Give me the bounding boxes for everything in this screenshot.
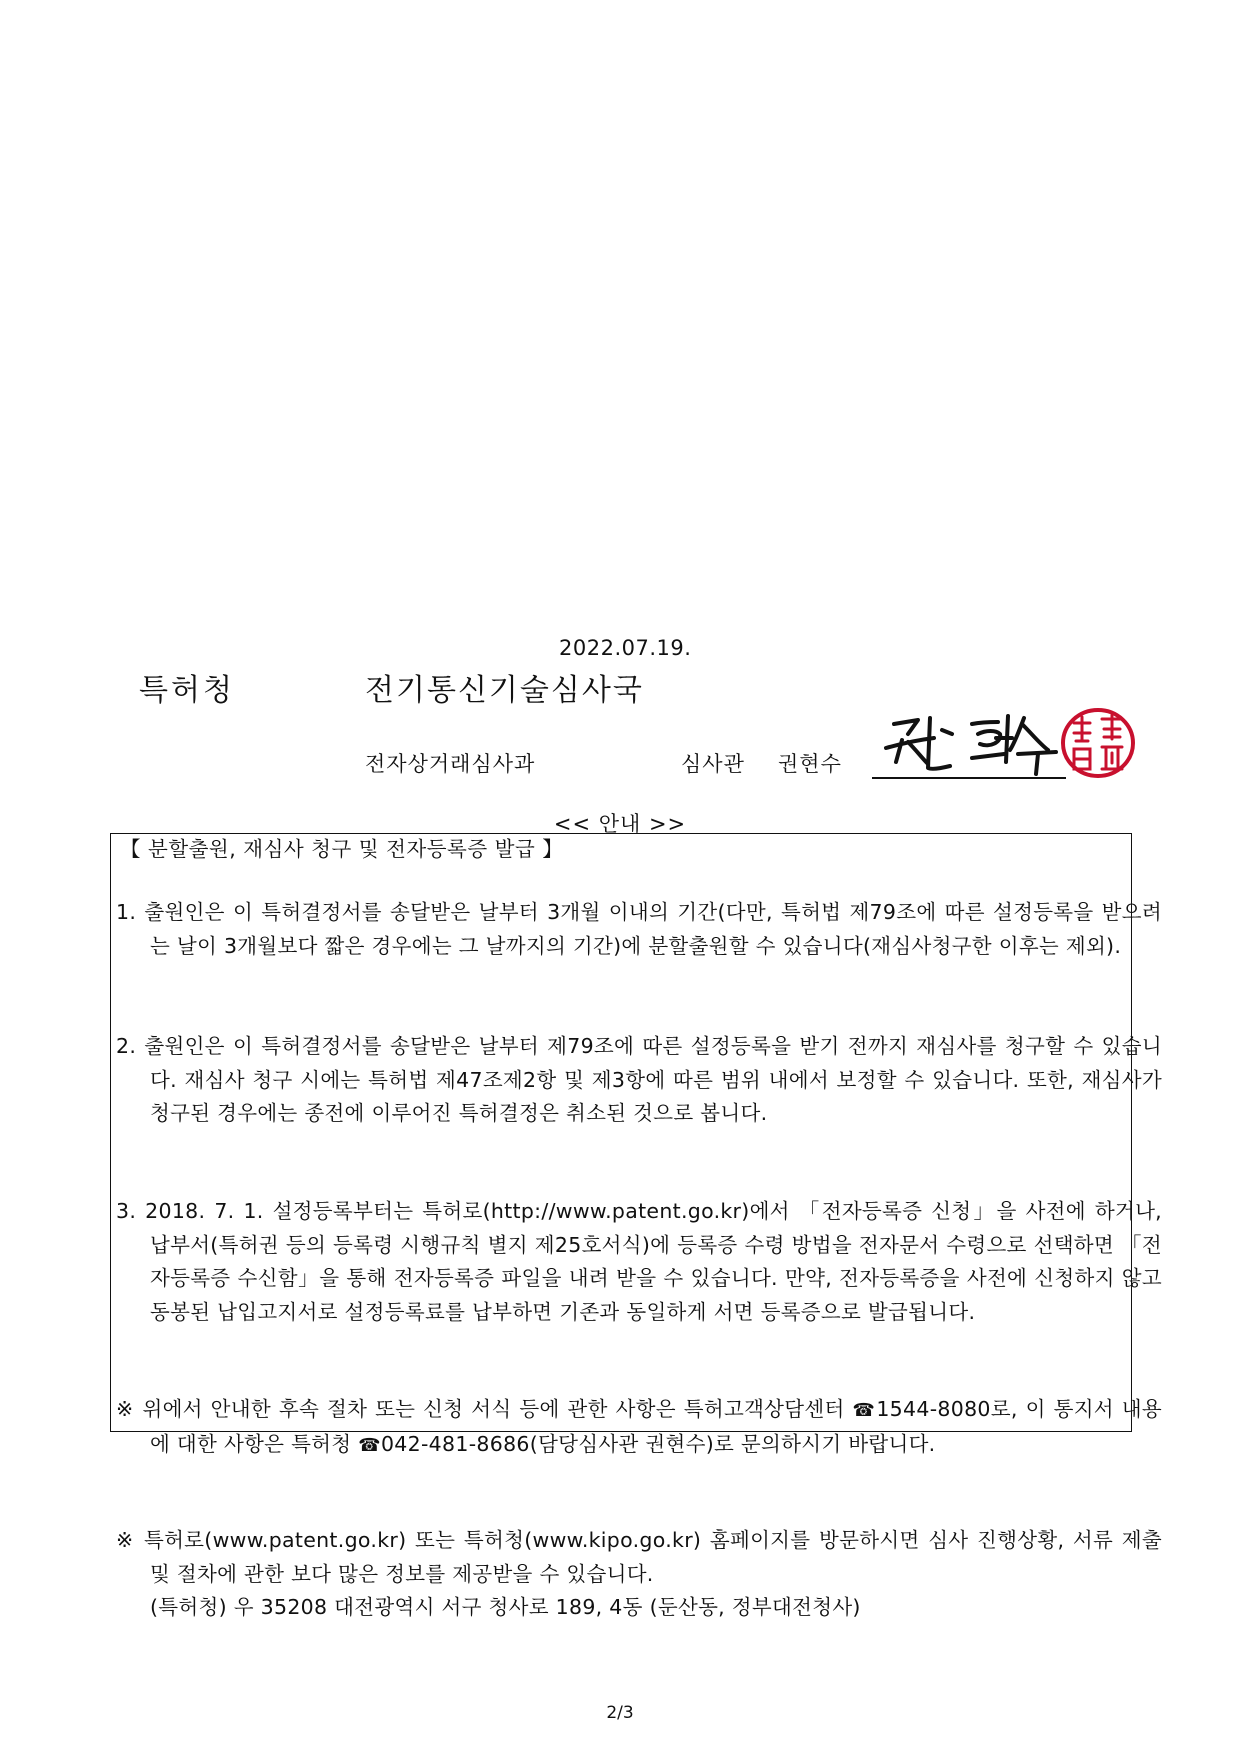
note-text-b: 로, 이 통지서 내용에 대한 사항은 특허청	[150, 1397, 1162, 1456]
note-mark: ※	[116, 1397, 135, 1421]
note-mark: ※	[116, 1528, 136, 1552]
contact-note	[116, 1393, 1162, 1462]
bureau-name: 전기통신기술심사국	[365, 673, 644, 708]
note-text-c: (담당심사관 권현수)로 문의하시기 바랍니다.	[529, 1431, 936, 1456]
division-name: 전자상거래심사과	[365, 752, 536, 776]
item-number: 1.	[116, 900, 137, 924]
office-address: (특허청) 우 35208 대전광역시 서구 청사로 189, 4동 (둔산동, 정부대전청사)	[150, 1595, 861, 1619]
notice-heading: << 안내 >>	[553, 812, 687, 836]
note-text-a: 위에서 안내한 후속 절차 또는 신청 서식 등에 관한 사항은 특허고객상담센터	[142, 1397, 845, 1421]
phone-number-office: 042-481-8686	[380, 1431, 530, 1456]
examiner-name: 권현수	[778, 752, 842, 776]
phone-number-center: 1544-8080	[876, 1397, 991, 1421]
examiner-role: 심사관	[681, 752, 745, 776]
website-note	[116, 1524, 1162, 1591]
item-number: 2.	[116, 1034, 137, 1058]
notice-item-2	[116, 1030, 1162, 1131]
notice-title: 【 분할출원, 재심사 청구 및 전자등록증 발급 】	[120, 837, 564, 861]
examiner-signature	[872, 704, 1066, 778]
item-text: 출원인은 이 특허결정서를 송달받은 날부터 제79조에 따른 설정등록을 받기 전까지 재심사를 청구할 수 있습니다. 재심사 청구 시에는 특허법 제47조제2항 및 제3항에 따른 범위 내에서 보정할 수 있습니다. 또한, 재심사가 청구된 경우에는 종전에 이루어진 특허결정은 취소된 것으로 봅니다.	[144, 1034, 1162, 1125]
item-text: 출원인은 이 특허결정서를 송달받은 날부터 3개월 이내의 기간(다만, 특허법 제79조에 따른 설정등록을 받으려는 날이 3개월보다 짧은 경우에는 그 날까지의 기간)에 분할출원할 수 있습니다(재심사청구한 이후는 제외).	[144, 900, 1162, 958]
note-text: 특허로(www.patent.go.kr) 또는 특허청(www.kipo.go.kr) 홈페이지를 방문하시면 심사 진행상황, 서류 제출 및 절차에 관한 보다 많은 정보를 제공받을 수 있습니다.	[143, 1528, 1162, 1586]
item-number: 3.	[116, 1199, 137, 1223]
decision-date: 2022.07.19.	[559, 636, 692, 660]
office-name: 특허청	[139, 673, 235, 708]
item-text: 2018. 7. 1. 설정등록부터는 특허로(http://www.patent.go.kr)에서 「전자등록증 신청」을 사전에 하거나, 납부서(특허권 등의 등록령 시행규칙 별지 제25호서식)에 등록증 수령 방법을 전자문서 수령으로 선택하면 「전자등록증 수신함」을 통해 전자등록증 파일을 내려 받을 수 있습니다. 만약, 전자등록증을 사전에 신청하지 않고 동봉된 납입고지서로 설정등록료를 납부하면 기존과 동일하게 서면 등록증으로 발급됩니다.	[145, 1199, 1162, 1324]
notice-item-1	[116, 896, 1162, 963]
signature-line	[872, 777, 1066, 779]
notice-item-3	[116, 1195, 1162, 1329]
phone-icon: ☎	[852, 1400, 877, 1421]
page-number: 2/3	[606, 1703, 634, 1723]
phone-icon: ☎	[358, 1434, 381, 1456]
examiner-seal	[1060, 707, 1136, 779]
